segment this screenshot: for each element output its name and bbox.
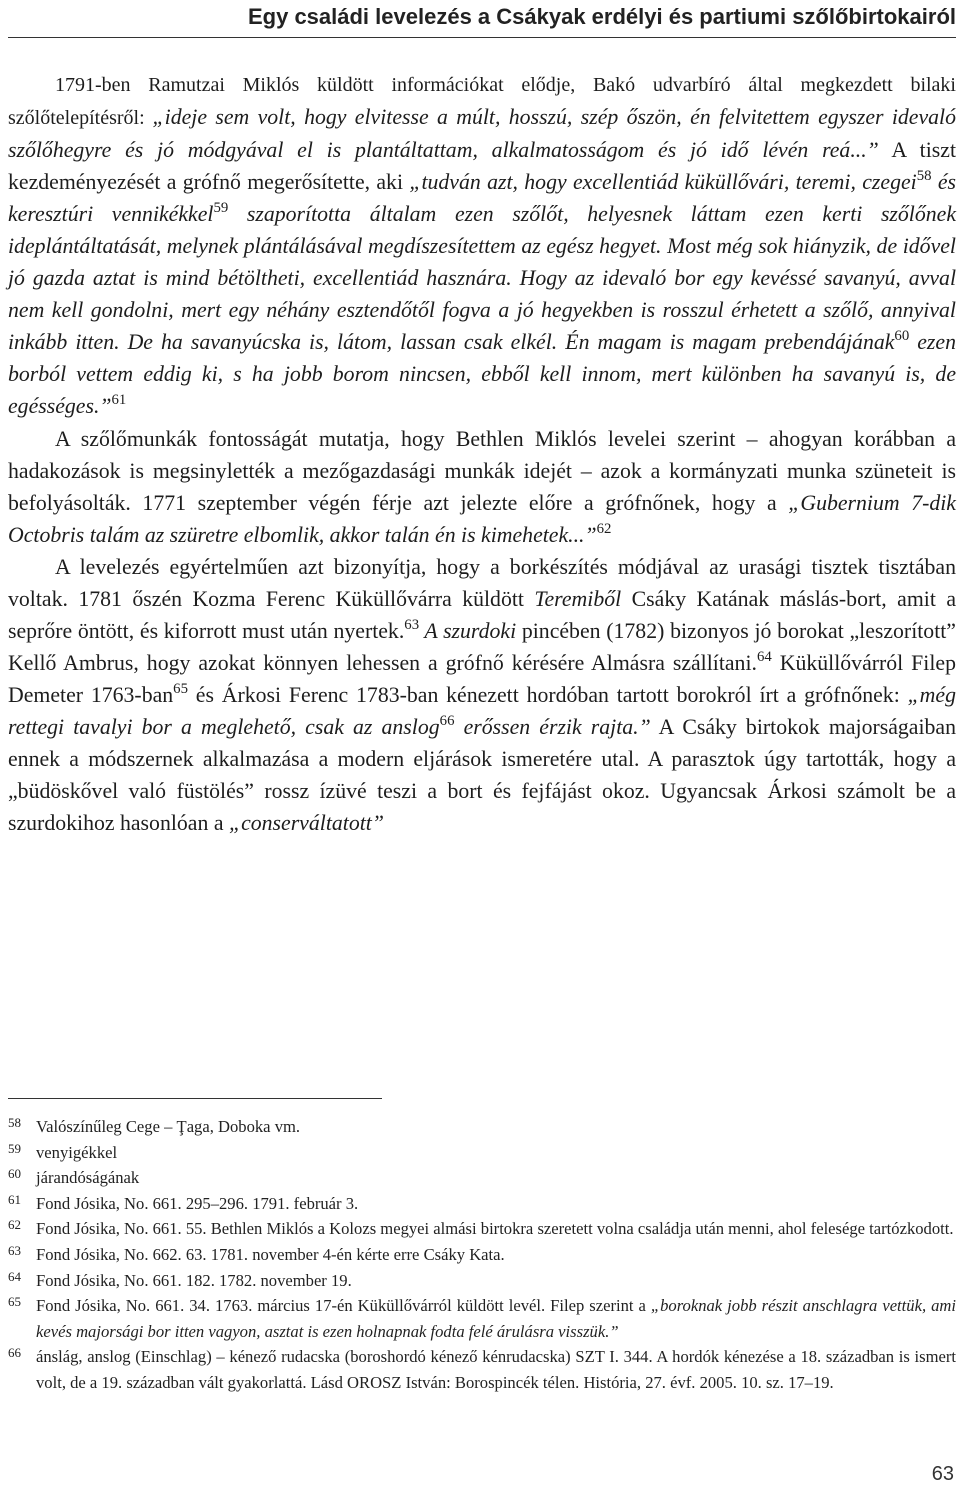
footnote-66 bbox=[8, 1344, 956, 1395]
p2-quote-1: „Gubernium 7-dik Octobris talám az szüretre elbomlik, akkor talán én is kimehetek...” bbox=[8, 490, 956, 547]
p1-quote-2: „tudván azt, hogy excellentiád küküllővári, teremi, czegei bbox=[409, 170, 917, 195]
p3-quote-3: „conserváltatott” bbox=[228, 811, 384, 836]
footnote-text: ánslág, anslog (Einschlag) – kénező rudacska (boroshordó kénező kénrudacska) SZT I. 344. A hordók kénezése a 18. században is ismert volt, de a 19. században vált gyakorlattá. Lásd OROSZ István: Borospincék télen. História, 27. évf. 2005. 10. sz. 17–19. bbox=[36, 1347, 956, 1392]
page-number: 63 bbox=[931, 1463, 954, 1485]
footnote-text bbox=[36, 1293, 956, 1344]
footnote-text: járandóságának bbox=[36, 1168, 140, 1188]
footnote-ref-62[interactable]: 62 bbox=[596, 520, 612, 537]
p3-text-5: és Árkosi Ferenc 1783-ban kénezett hordóban tartott borokról írt a grófnőnek: bbox=[187, 682, 908, 707]
footnote-text: Fond Jósika, No. 661. 55. Bethlen Miklós a Kolozs megyei almási birtokra szeretett volna családja után menni, ahol felesége tartózkodott. bbox=[36, 1219, 954, 1239]
footnotes bbox=[8, 1114, 956, 1396]
running-title: Egy családi levelezés a Csákyak erdélyi és partiumi szőlőbirtokairól bbox=[247, 4, 956, 29]
p1-quote-1: „ideje sem volt, hogy elvitesse a múlt, hosszú, szép őszön, én felvitettem egyszer idevaló szőlőhegyre és jó módgyával el is plantáltattam, alkalmatosságom és jó idő lévén reá...” bbox=[8, 105, 956, 163]
footnote-ref-60[interactable]: 60 bbox=[894, 328, 910, 345]
footnote-rule bbox=[8, 1098, 382, 1099]
p3-text-2: Csáky Katának máslás-bort, amit a seprőre öntött, és kiforrott must után nyertek. bbox=[8, 586, 957, 643]
footnote-text: Fond Jósika, No. 661. 295–296. 1791. február 3. bbox=[36, 1193, 359, 1213]
footnote-60 bbox=[8, 1165, 956, 1191]
p1-text-1: 1791-ben Ramutzai Miklós küldött információkat elődje, Bakó udvarbíró által megkezdett bilaki szőlőtelepítésről: bbox=[8, 74, 956, 130]
footnote-ref-58[interactable]: 58 bbox=[916, 167, 932, 184]
main-text bbox=[8, 68, 956, 839]
footnote-quote: „boroknak jobb részit anschlagra vettük, ami kevés majorsági bor itten vagyon, asztat is ezen holnapnak fodta felé árulásra visszük.” bbox=[36, 1296, 956, 1341]
footnote-number: 66 bbox=[8, 1345, 21, 1361]
footnote-ref-63[interactable]: 63 bbox=[404, 616, 420, 633]
paragraph-2 bbox=[8, 423, 956, 551]
footnote-ref-66[interactable]: 66 bbox=[439, 712, 455, 729]
footnote-text: Fond Jósika, No. 662. 63. 1781. november 4-én kérte erre Csáky Kata. bbox=[36, 1244, 505, 1264]
p3-italic-teremi: Teremiből bbox=[534, 586, 622, 611]
p3-text-4: Küküllővárról Filep Demeter 1763-ban bbox=[8, 650, 956, 707]
footnote-text: venyigékkel bbox=[36, 1142, 118, 1162]
footnote-number: 62 bbox=[8, 1217, 21, 1233]
p3-text-1: A levelezés egyértelműen azt bizonyítja, hogy a borkészítés módjával az urasági tisztek tisztában voltak. 1781 őszén Kozma Ferenc Küküllővárra küldött bbox=[8, 554, 956, 611]
p3-italic-szurdoki: A szurdoki bbox=[419, 618, 517, 643]
paragraph-3 bbox=[8, 551, 956, 839]
p1-quote-3: és keresztúri vennikékkel bbox=[8, 170, 956, 227]
footnote-number: 65 bbox=[8, 1294, 21, 1310]
footnote-62 bbox=[8, 1216, 956, 1242]
footnote-59 bbox=[8, 1140, 956, 1166]
footnote-number: 59 bbox=[8, 1140, 21, 1156]
p1-text-2: A tiszt kezdeményezését a grófnő megerősítette, aki bbox=[8, 138, 957, 195]
footnote-number: 64 bbox=[8, 1268, 21, 1284]
footnote-number: 61 bbox=[8, 1191, 21, 1207]
footnote-64 bbox=[8, 1268, 956, 1294]
p3-quote-1: „még rettegi tavalyi bor a meglehető, csak az anslog bbox=[8, 682, 956, 739]
footnote-61 bbox=[8, 1191, 956, 1217]
footnote-text: Valószínűleg Cege – Ţaga, Doboka vm. bbox=[36, 1117, 301, 1136]
footnote-number: 63 bbox=[8, 1242, 21, 1258]
paragraph-1 bbox=[8, 68, 956, 423]
p3-text-6: A Csáky birtokok majorságaiban ennek a módszernek alkalmazása a modern eljárások ismeretére utal. A parasztok úgy tartották, hogy a „büdöskővel való füstölés” rossz ízüvé teszi a bort és fejfájást okoz. Ugyancsak Árkosi számolt be a szurdokihoz hasonlóan a bbox=[8, 714, 956, 836]
footnote-65 bbox=[8, 1293, 956, 1344]
p3-quote-2: erőssen érzik rajta.” bbox=[454, 714, 651, 739]
footnote-ref-65[interactable]: 65 bbox=[173, 680, 188, 697]
footnote-ref-61[interactable]: 61 bbox=[111, 392, 127, 409]
p2-text-1: A szőlőmunkák fontosságát mutatja, hogy Bethlen Miklós levelei szerint – ahogyan korábban a hadakozások is megsinylették a mezőgazdasági munkák idejét – azok a kormányzati munka szüneteit is befolyásolták. 1771 szeptember végén férje azt jelezte előre a grófnőnek, hogy a bbox=[8, 426, 956, 515]
footnote-number: 58 bbox=[8, 1115, 21, 1130]
header-rule bbox=[8, 37, 956, 38]
footnote-ref-59[interactable]: 59 bbox=[213, 200, 229, 216]
footnote-63 bbox=[8, 1242, 956, 1268]
p1-quote-5: ezen borból vettem eddig ki, s ha jobb borom nincsen, ebből kell innom, mert különben ha savanyú is, de egésséges.” bbox=[8, 330, 956, 419]
footnote-text: Fond Jósika, No. 661. 182. 1782. november 19. bbox=[36, 1270, 352, 1290]
footnote-58 bbox=[8, 1114, 956, 1140]
footnote-ref-64[interactable]: 64 bbox=[756, 648, 772, 665]
footnote-number: 60 bbox=[8, 1166, 21, 1182]
footnote-text-plain: Fond Jósika, No. 661. 34. 1763. március 17-én Küküllővárról küldött levél. Filep szerint a bbox=[36, 1296, 651, 1316]
p3-text-3: pincében (1782) bizonyos jó borokat „leszorított” Kellő Ambrus, hogy azokat könnyen lehessen a grófnő kérésére Almásra szállítani. bbox=[8, 618, 956, 675]
p1-quote-4: szaporította általam ezen szőlőt, helyesnek láttam ezen kerti szőlőnek ideplántáltatását, melynek plántálásával megdíszesítettem az egész hegyet. Most még sok hiányzik, de idővel jó gazda aztat is mind bétöltheti, excellentiád hasznára. Hogy az idevaló bor egy kevéssé savanyú, avval nem kell gondolni, mert egy néhány esztendőtől fogva a jó hegyekben is rosszul érhetett a szőlő, annyival inkább itten. De ha savanyúcska is, látom, lassan csak elkél. Én magam is magam prebendájának bbox=[8, 202, 957, 355]
